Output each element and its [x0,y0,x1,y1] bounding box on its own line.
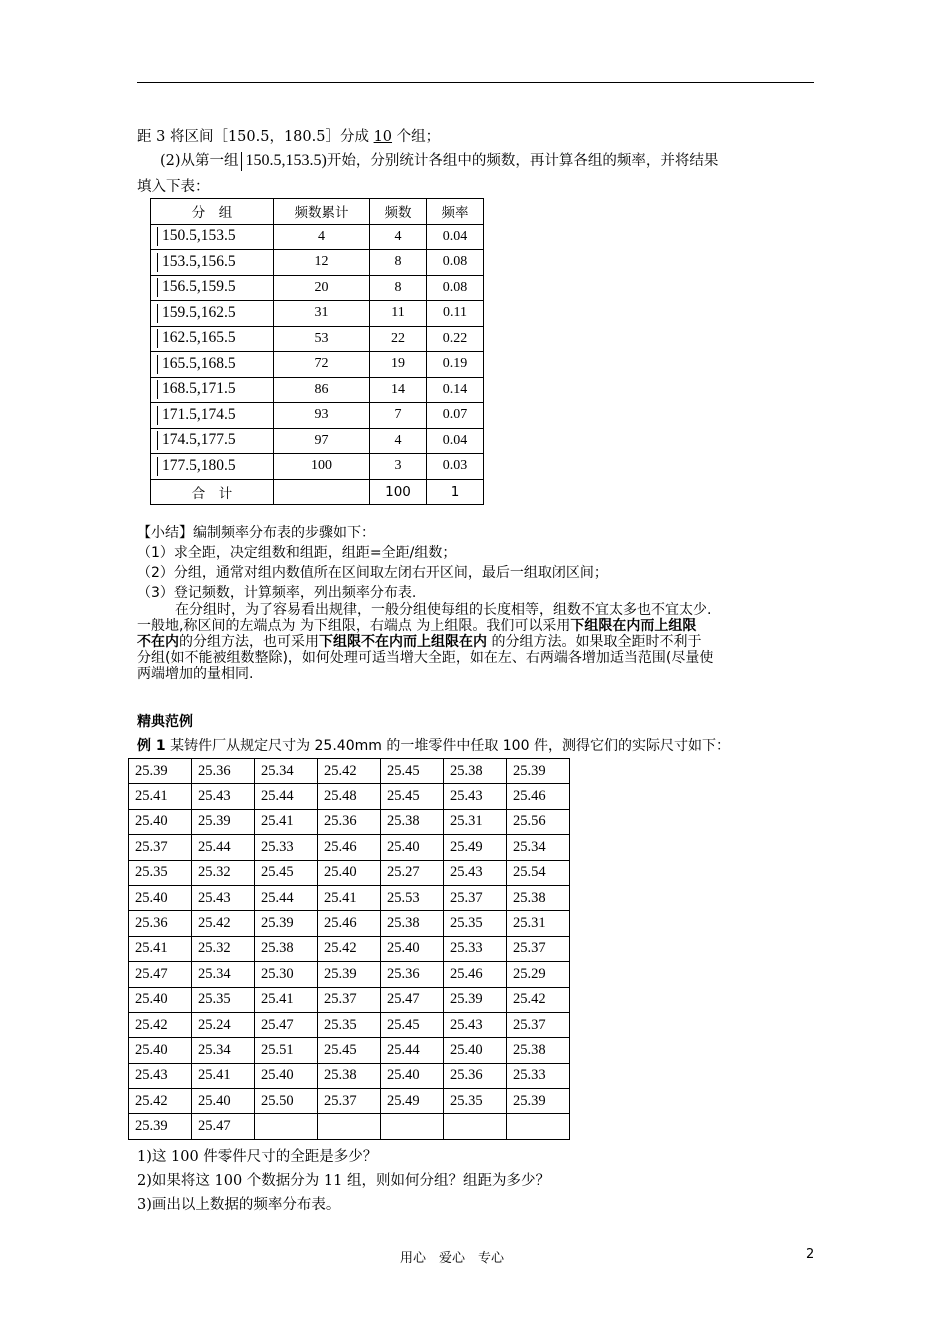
table-cell: 25.46 [318,911,381,936]
table-cell: 25.47 [255,1012,318,1037]
table-cell: 159.5,162.5 [151,301,274,327]
group-count: 10 [373,129,393,145]
table-row [151,224,484,250]
table-cell: 25.48 [318,784,381,809]
table-cell: 25.38 [444,759,507,784]
table-cell: 25.39 [318,962,381,987]
table-row [151,454,484,480]
question-3: 3)画出以上数据的频率分布表。 [137,1197,341,1213]
page-number: 2 [806,1247,815,1262]
table-cell: 25.38 [507,885,570,910]
table-cell: 25.37 [129,835,192,860]
question-2: 2)如果将这 100 个数据分为 11 组，则如何分组？组距为多少？ [137,1173,550,1189]
table-cell: 25.35 [192,987,255,1012]
table-cell [507,1114,570,1139]
table-cell: 25.35 [318,1012,381,1037]
table-cell: 25.40 [318,860,381,885]
table-cell: 25.32 [192,936,255,961]
example-statement: 例 1 某铸件厂从规定尺寸为 25.40mm 的一堆零件中任取 100 件，测得它们的实际尺寸如下： [137,738,730,754]
table-cell: 25.50 [255,1089,318,1114]
table-cell: 25.41 [255,987,318,1012]
table-row [151,352,484,378]
table-cell: 20 [274,275,370,301]
table-cell: 25.39 [255,911,318,936]
table-cell: 频率 [427,199,484,225]
table-cell: 25.33 [507,1063,570,1088]
table-cell: 25.33 [444,936,507,961]
table-cell: 25.41 [129,784,192,809]
table-cell: 25.33 [255,835,318,860]
table-cell: 25.41 [318,885,381,910]
table-cell: 频数 [370,199,427,225]
table-cell: 25.43 [444,1012,507,1037]
table-row [129,809,570,834]
table-row [151,428,484,454]
table-cell: 25.35 [444,1089,507,1114]
table-cell: 25.39 [192,809,255,834]
table-cell: 25.43 [444,784,507,809]
table-cell: 0.04 [427,428,484,454]
summary-paragraph-3: 不在内的分组方法，也可采用下组限不在内而上组限在内 的分组方法。如果取全距时不利于 [137,634,702,650]
summary-title: 【小结】编制频率分布表的步骤如下： [137,525,375,541]
table-row [129,911,570,936]
table-cell: 25.37 [318,987,381,1012]
table-cell: 25.41 [129,936,192,961]
table-cell: 165.5,168.5 [151,352,274,378]
table-cell: 25.45 [381,784,444,809]
table-cell: 0.08 [427,275,484,301]
summary-paragraph-5: 两端增加的量相同. [137,666,254,682]
table-cell: 25.45 [381,1012,444,1037]
measurements-table [128,758,570,1140]
table-cell: 171.5,174.5 [151,403,274,429]
table-row [151,403,484,429]
table-cell: 0.07 [427,403,484,429]
intro-line-1: 距 3 将区间［150.5，180.5］分成 10 个组； [137,129,441,145]
table-cell: 25.47 [192,1114,255,1139]
table-row [129,1114,570,1139]
table-cell: 25.39 [507,1089,570,1114]
table-row [129,1089,570,1114]
table-cell: 25.40 [381,835,444,860]
table-cell: 25.34 [192,1038,255,1063]
table-cell: 11 [370,301,427,327]
summary-paragraph-1: 在分组时，为了容易看出规律，一般分组使每组的长度相等，组数不宜太多也不宜太少. [175,602,712,618]
table-header-row [151,199,484,225]
table-cell: 25.37 [507,1012,570,1037]
table-cell: 25.32 [192,860,255,885]
table-cell: 25.45 [381,759,444,784]
table-cell: 25.42 [507,987,570,1012]
summary-step-1: （1）求全距，决定组数和组距，组距=全距/组数； [137,545,457,561]
table-cell: 25.27 [381,860,444,885]
table-cell: 100 [370,479,427,505]
table-row [129,936,570,961]
table-row [129,1012,570,1037]
table-cell: 25.39 [129,1114,192,1139]
table-cell: 97 [274,428,370,454]
table-cell: 72 [274,352,370,378]
intro-line-2: (2)从第一组 150.5,153.5)开始，分别统计各组中的频数，再计算各组的频率，并将结果 [160,152,719,169]
table-cell: 25.54 [507,860,570,885]
table-cell: 25.40 [192,1089,255,1114]
table-cell: 25.43 [444,860,507,885]
table-cell: 25.38 [255,936,318,961]
table-cell: 25.24 [192,1012,255,1037]
table-cell: 25.43 [129,1063,192,1088]
section-heading: 精典范例 [137,714,193,730]
table-cell: 153.5,156.5 [151,250,274,276]
table-cell: 0.19 [427,352,484,378]
table-row [151,250,484,276]
table-cell: 25.45 [318,1038,381,1063]
table-cell: 1 [427,479,484,505]
table-cell: 25.46 [444,962,507,987]
table-cell: 25.40 [129,1038,192,1063]
table-cell: 25.40 [129,809,192,834]
table-cell: 168.5,171.5 [151,377,274,403]
table-cell: 25.36 [381,962,444,987]
table-cell: 25.42 [129,1012,192,1037]
table-cell: 25.45 [255,860,318,885]
table-cell: 25.34 [255,759,318,784]
table-cell: 25.39 [129,759,192,784]
summary-paragraph-2: 一般地,称区间的左端点为 为下组限，右端点 为上组限。我们可以采用下组限在内而上组限 [137,618,697,634]
table-cell: 3 [370,454,427,480]
table-cell: 25.36 [318,809,381,834]
table-cell: 162.5,165.5 [151,326,274,352]
table-row [129,885,570,910]
table-cell: 25.53 [381,885,444,910]
table-cell [444,1114,507,1139]
table-row [151,275,484,301]
table-cell: 25.44 [255,784,318,809]
table-row [129,987,570,1012]
table-cell: 86 [274,377,370,403]
table-cell: 25.40 [129,987,192,1012]
table-cell [318,1114,381,1139]
table-cell: 8 [370,250,427,276]
table-cell: 31 [274,301,370,327]
table-cell: 25.47 [129,962,192,987]
frequency-table [150,198,484,505]
header-rule [137,82,814,83]
table-cell [255,1114,318,1139]
table-cell: 25.37 [444,885,507,910]
table-cell: 25.56 [507,809,570,834]
table-cell: 25.38 [381,809,444,834]
table-cell: 0.04 [427,224,484,250]
table-cell: 25.46 [507,784,570,809]
table-cell [381,1114,444,1139]
table-cell: 25.34 [507,835,570,860]
table-cell: 177.5,180.5 [151,454,274,480]
table-cell [274,479,370,505]
table-cell: 156.5,159.5 [151,275,274,301]
footer-motto: 用心 爱心 专心 [400,1251,505,1266]
table-cell: 0.08 [427,250,484,276]
table-cell: 22 [370,326,427,352]
summary-step-2: （2）分组，通常对组内数值所在区间取左闭右开区间，最后一组取闭区间； [137,565,608,581]
table-cell: 25.44 [255,885,318,910]
table-cell: 25.42 [129,1089,192,1114]
table-cell: 0.14 [427,377,484,403]
table-cell: 25.38 [507,1038,570,1063]
table-cell: 25.31 [507,911,570,936]
table-cell: 25.40 [444,1038,507,1063]
table-cell: 25.37 [318,1089,381,1114]
table-row [129,1063,570,1088]
table-cell: 4 [370,428,427,454]
table-cell: 150.5,153.5 [151,224,274,250]
table-cell: 25.49 [381,1089,444,1114]
table-cell: 25.36 [192,759,255,784]
table-cell: 25.44 [381,1038,444,1063]
table-cell: 25.36 [444,1063,507,1088]
table-cell: 25.35 [444,911,507,936]
summary-step-3: （3）登记频数，计算频率，列出频率分布表. [137,585,417,601]
table-cell: 25.31 [444,809,507,834]
table-cell: 25.41 [192,1063,255,1088]
table-cell: 25.44 [192,835,255,860]
table-cell: 25.42 [192,911,255,936]
summary-paragraph-4: 分组(如不能被组数整除)，如何处理可适当增大全距，如在左、右两端各增加适当范围(尽量使 [137,650,714,666]
table-cell: 25.39 [444,987,507,1012]
intro-line-3: 填入下表： [137,179,210,195]
table-row [151,301,484,327]
table-cell: 25.43 [192,885,255,910]
table-row [129,835,570,860]
table-cell: 25.42 [318,759,381,784]
table-cell: 25.40 [129,885,192,910]
first-interval: 150.5,153.5) [239,152,327,169]
table-cell: 25.38 [381,911,444,936]
table-cell: 25.40 [381,1063,444,1088]
table-row [151,326,484,352]
table-cell: 25.29 [507,962,570,987]
table-cell: 12 [274,250,370,276]
table-cell: 100 [274,454,370,480]
table-cell: 4 [370,224,427,250]
table-cell: 25.30 [255,962,318,987]
table-cell: 25.49 [444,835,507,860]
table-cell: 25.38 [318,1063,381,1088]
table-cell: 合 计 [151,479,274,505]
table-cell: 174.5,177.5 [151,428,274,454]
table-cell: 0.03 [427,454,484,480]
table-cell: 25.43 [192,784,255,809]
table-cell: 25.37 [507,936,570,961]
table-row [129,962,570,987]
question-1: 1)这 100 件零件尺寸的全距是多少？ [137,1149,378,1165]
table-header-row [151,479,484,505]
table-cell: 4 [274,224,370,250]
table-row [129,759,570,784]
table-cell: 93 [274,403,370,429]
table-cell: 25.42 [318,936,381,961]
table-row [151,377,484,403]
table-cell: 25.40 [255,1063,318,1088]
table-cell: 14 [370,377,427,403]
table-cell: 25.40 [381,936,444,961]
table-row [129,860,570,885]
table-cell: 19 [370,352,427,378]
table-cell: 25.46 [318,835,381,860]
table-row [129,1038,570,1063]
table-cell: 25.36 [129,911,192,936]
table-cell: 7 [370,403,427,429]
table-cell: 25.34 [192,962,255,987]
table-cell: 25.39 [507,759,570,784]
table-row [129,784,570,809]
table-cell: 0.11 [427,301,484,327]
table-cell: 25.47 [381,987,444,1012]
table-cell: 频数累计 [274,199,370,225]
table-cell: 25.51 [255,1038,318,1063]
table-cell: 53 [274,326,370,352]
table-cell: 8 [370,275,427,301]
table-cell: 0.22 [427,326,484,352]
table-cell: 25.35 [129,860,192,885]
table-cell: 分 组 [151,199,274,225]
table-cell: 25.41 [255,809,318,834]
